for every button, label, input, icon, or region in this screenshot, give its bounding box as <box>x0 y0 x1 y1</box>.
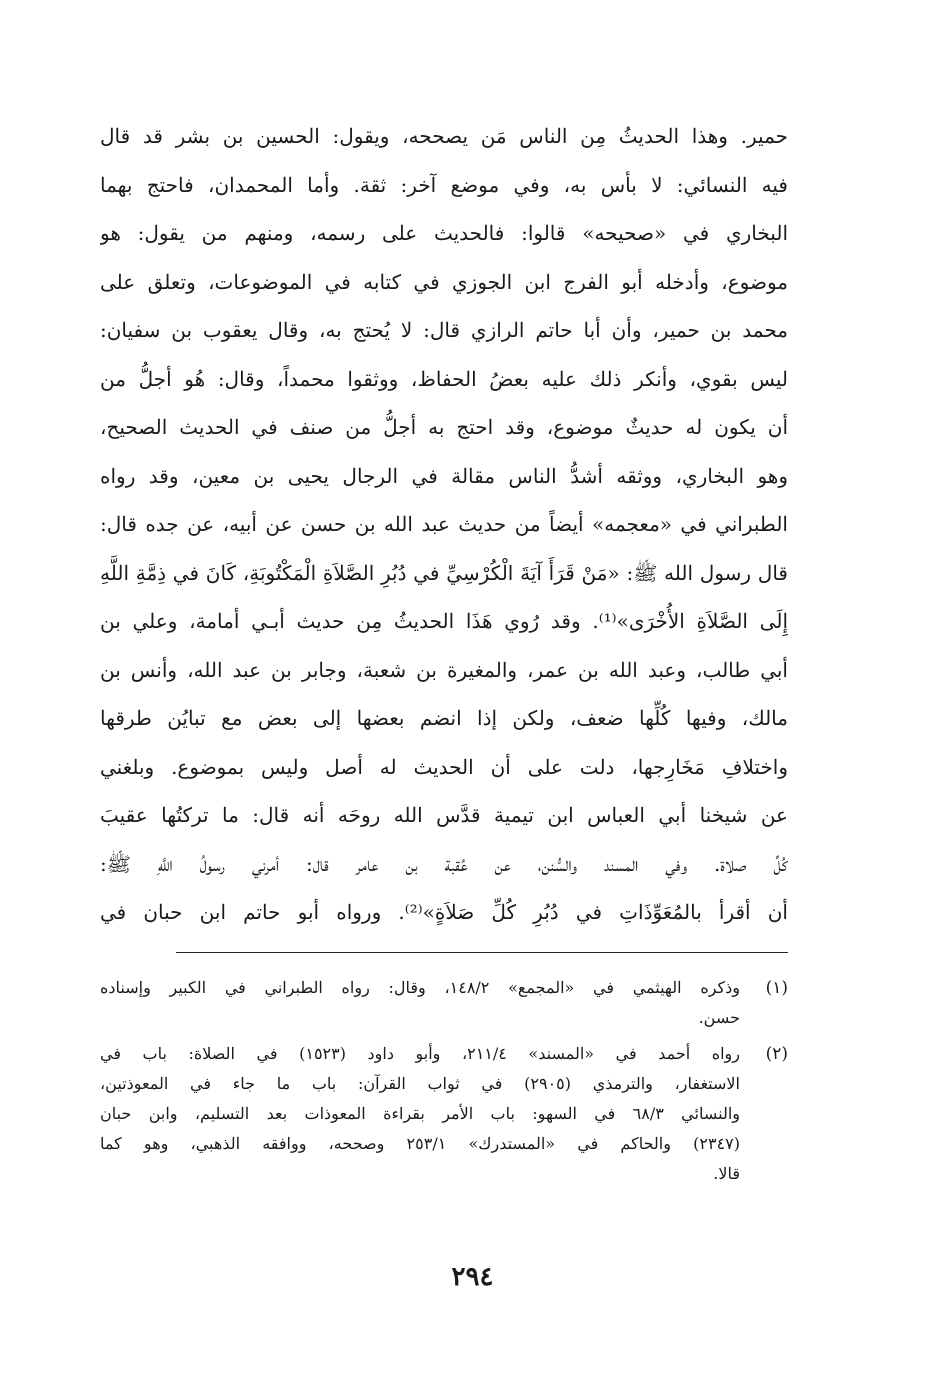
text-line: الطبراني في «معجمه» أيضاً من حديث عبد الله بن حسن عن أبيه، عن جده قال: <box>100 512 788 536</box>
footnote-number: (١) <box>765 978 788 998</box>
footnote-2 <box>100 1039 788 1189</box>
text-line: فيه النسائي: لا بأس به، وفي موضع آخر: ثقة. وأما المحمدان، فاحتج بهما <box>100 172 788 197</box>
text-line: البخاري في «صحيحه» قالوا: فالحديث على رسمه، ومنهم من يقول: هو <box>100 221 788 245</box>
footnote-line: حسن. <box>698 1008 740 1027</box>
text-line: إِلَى الصَّلاَةِ الأُخْرَى»⁽¹⁾. وقد رُوي هَذَا الحديثُ مِن حديث أبـي أمامة، وعلي بن <box>100 609 788 633</box>
footnote-line: قالا. <box>713 1164 740 1183</box>
footnote-1 <box>100 973 788 1033</box>
footnote-line: والنسائي ٦٨/٣ في السهو: باب الأمر بقراءة المعوذات بعد التسليم، وابن حبان <box>100 1104 740 1123</box>
main-text-block <box>100 112 788 937</box>
text-line: أن يكون له حديثٌ موضوع، وقد احتج به أجلُّ من صنف في الحديث الصحيح، <box>100 415 788 439</box>
text-line: وهو البخاري، ووثقه أشدُّ الناس مقالة في الرجال يحيى بن معين، وقد رواه <box>100 463 788 488</box>
text-line: محمد بن حمير، وأن أبا حاتم الرازي قال: لا يُحتج به، وقال يعقوب بن سفيان: <box>100 318 788 342</box>
footnotes-section <box>100 973 788 1189</box>
text-line: عن شيخنا أبي العباس ابن تيمية قدَّس الله روحَه أنه قال: ما تركتُها عقيبَ <box>100 803 788 827</box>
page-number: ٢٩٤ <box>451 1262 494 1292</box>
text-line: حمير. وهذا الحديثُ مِن الناس مَن يصححه، ويقول: الحسين بن بشر قد قال <box>100 124 788 148</box>
footnote-line: الاستغفار، والترمذي (٢٩٠٥) في ثواب القرآن: باب ما جاء في المعوذتين، <box>100 1074 740 1093</box>
footnote-number: (٢) <box>765 1044 788 1064</box>
text-line: موضوع، وأدخله أبو الفرج ابن الجوزي في كتابه في الموضوعات، وتعلق على <box>100 269 788 294</box>
text-line: واختلافِ مَخَارِجها، دلت على أن الحديث له أصل وليس بموضوع. وبلغني <box>100 754 788 779</box>
text-line: كُلِّ صلاة. وفي المسند والسُّنن، عن عُقبة بن عامر قال: أمرني رسولُ اللَّهِ ﷺ: <box>100 851 788 876</box>
footnote-line: (٢٣٤٧) والحاكم في «المستدرك» ٢٥٣/١ وصححه، ووافقه الذهبي، وهو كما <box>100 1134 740 1153</box>
text-line: ليس بقوي، وأنكر ذلك عليه بعضُ الحفاظ، ووثقوا محمداً، وقال: هُو أجلُّ من <box>100 366 788 391</box>
footnote-separator <box>176 952 788 953</box>
text-line: قال رسول الله ﷺ: «مَنْ قَرَأَ آيَةَ الْكُرْسِيِّ في دُبُرِ الصَّلاَةِ الْمَكْتُوبَةِ، كَانَ في ذِمَّةِ اللَّهِ <box>100 560 788 585</box>
footnote-line: وذكره الهيثمي في «المجمع» ١٤٨/٢، وقال: رواه الطبراني في الكبير وإسناده <box>100 978 740 997</box>
text-line: أن أقرأ بالمُعَوِّذَاتِ في دُبُرِ كُلِّ صَلاَةٍ»⁽²⁾. ورواه أبو حاتم ابن حبان في <box>100 900 788 924</box>
text-line: أبي طالب، وعبد الله بن عمر، والمغيرة بن شعبة، وجابر بن عبد الله، وأنس بن <box>100 657 788 682</box>
footnote-line: رواه أحمد في «المسند» ٢١١/٤، وأبو داود (١٥٢٣) في الصلاة: باب في <box>100 1044 740 1063</box>
text-line: مالك، وفيها كُلِّها ضعف، ولكن إذا انضم بعضها إلى بعض مع تبايُن طرقها <box>100 706 788 730</box>
